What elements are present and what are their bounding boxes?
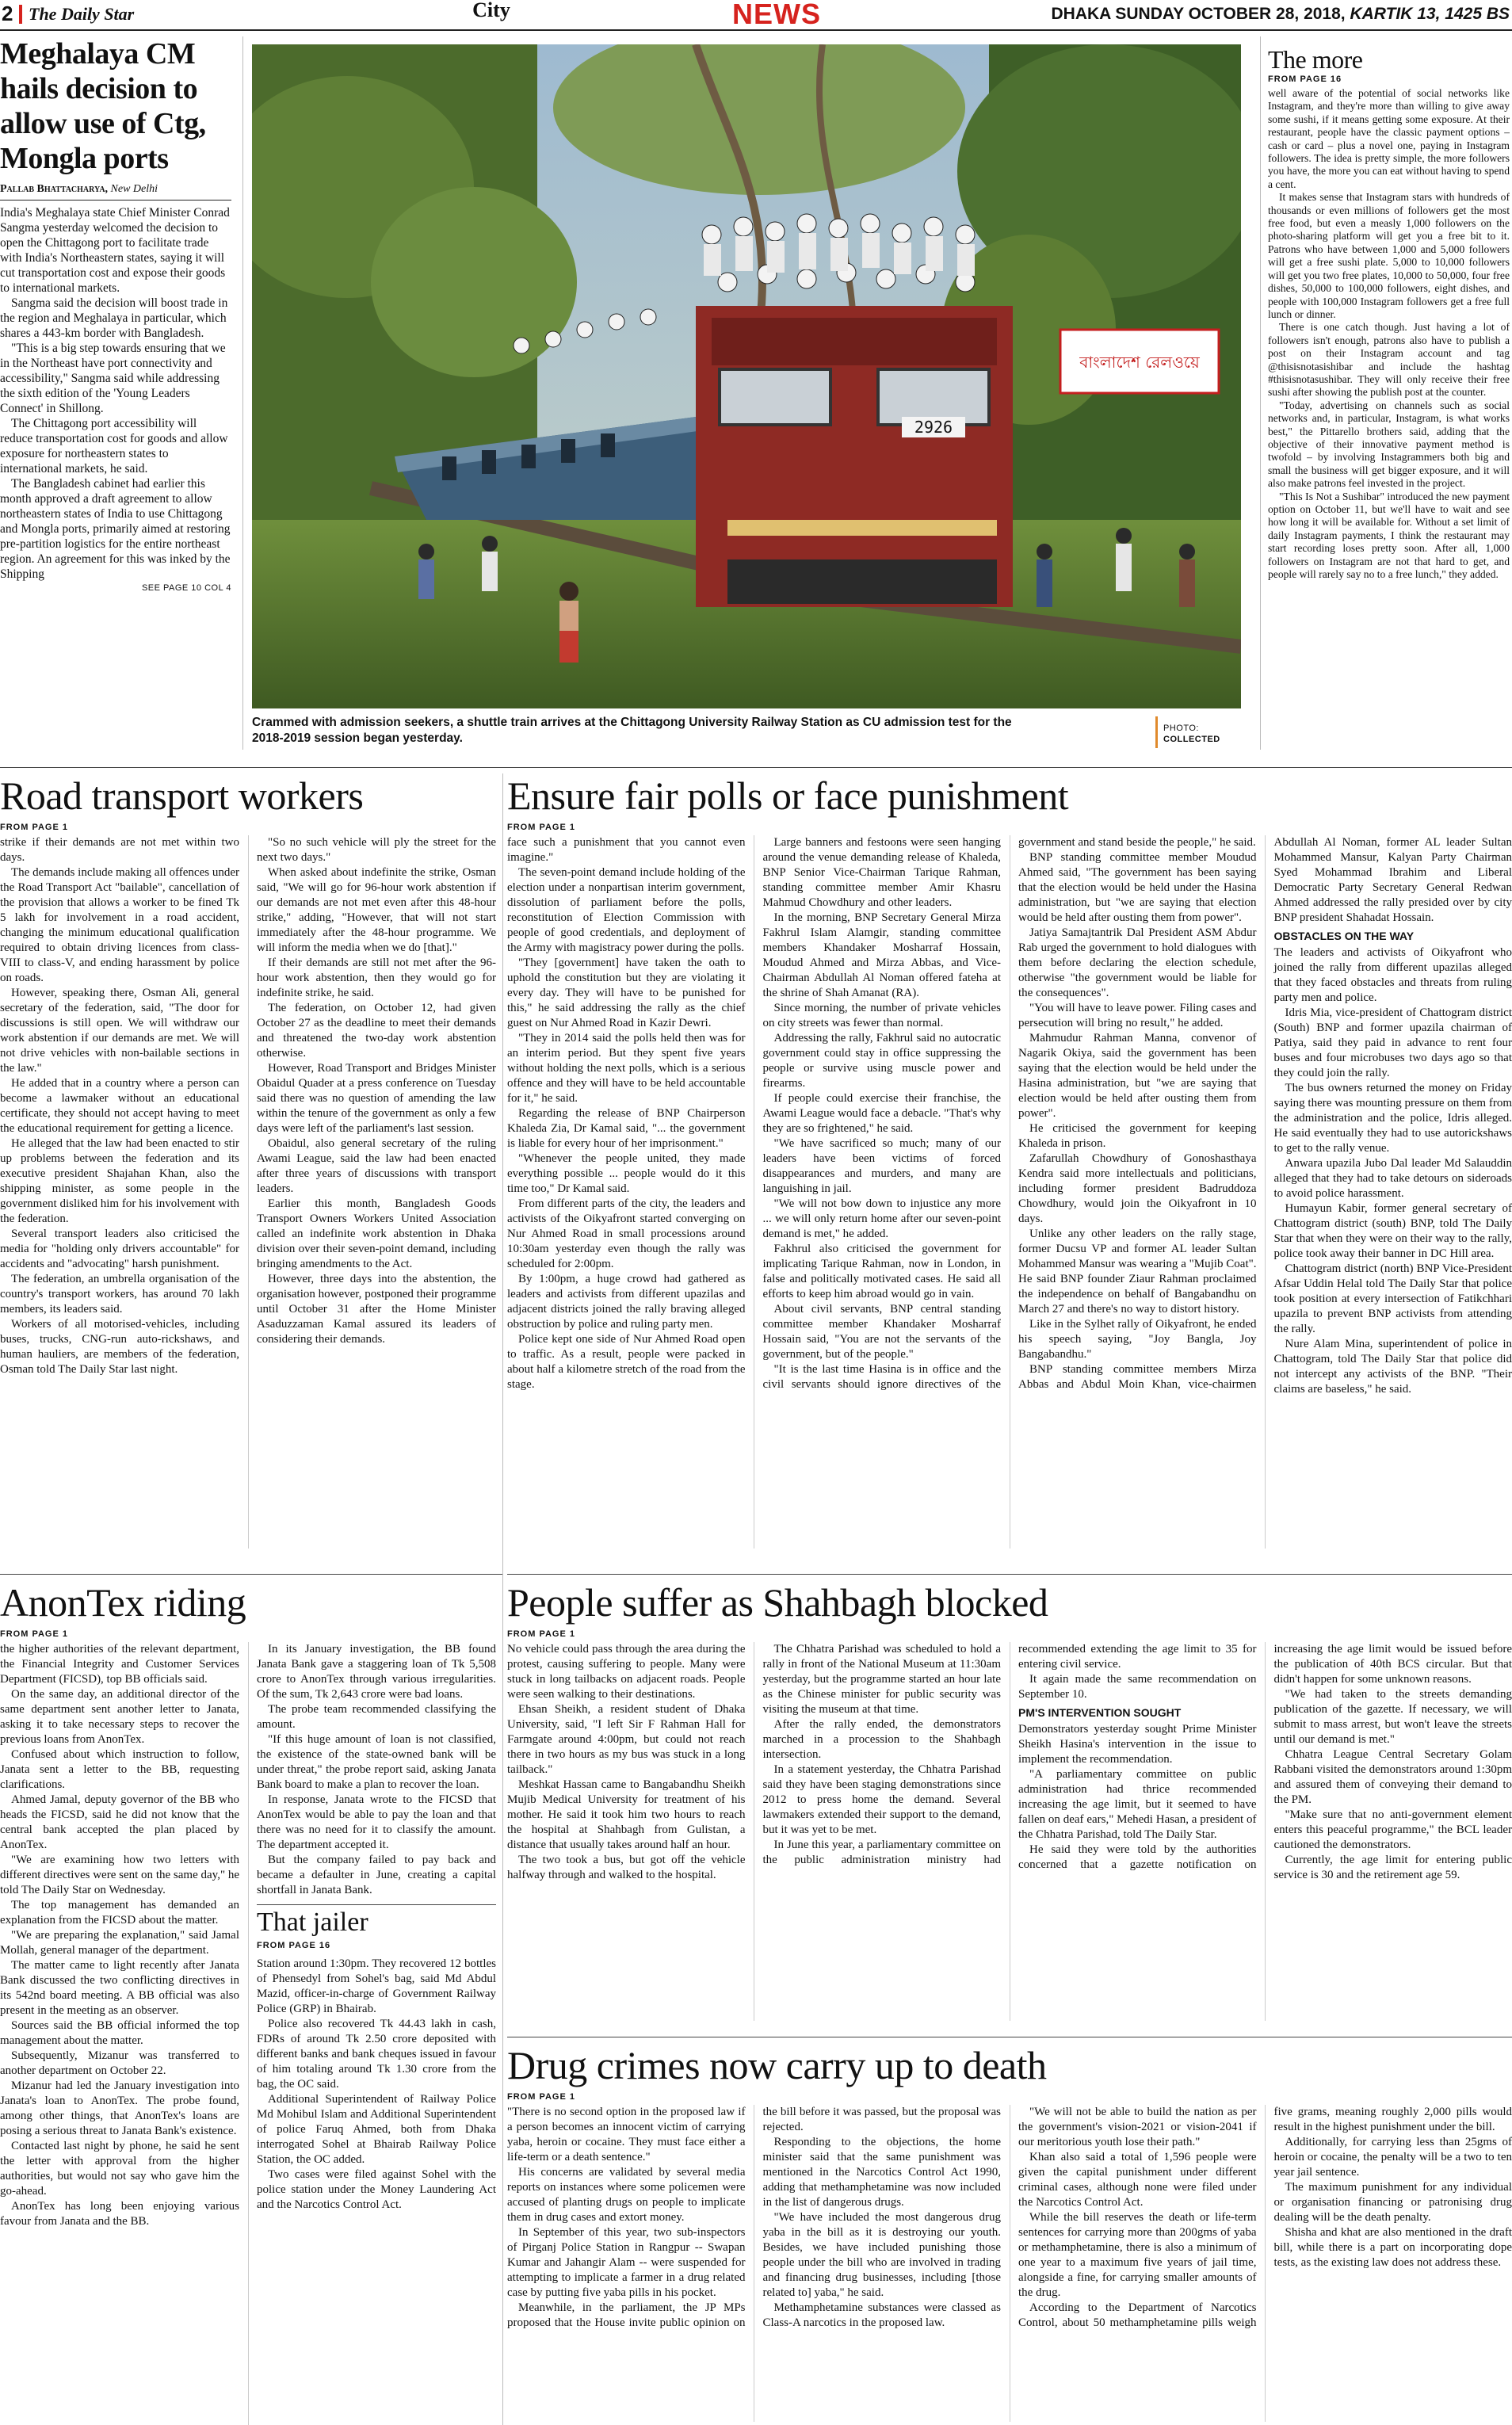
byline-place: New Delhi <box>110 183 158 195</box>
section-rule <box>0 767 1512 768</box>
drug-paragraph: "There is no second option in the proposed law if a person becomes an innocent victim of carrying yaba, heroin or cocaine. They must face either a life-term or a death sentence." <box>507 2106 746 2163</box>
drug-paragraph: Methamphetamine substances were classed as Class-A narcotics in the proposed law. <box>762 2301 1001 2329</box>
polls-body <box>507 835 1512 1549</box>
the-more-paragraph: It makes sense that Instagram stars with hundreds of thousands or even millions of followers get the most free food, but even a measly 1,000 followers on the photo-sharing platform will get you a free bit to it. Patrons who have between 1,000 and 5,000 followers will get a free sushi plate. 5,000 to 10,000 followers will get you two free plates, 10,000 to 50,000, four free dishes, 50,000 to 100,000 followers, eight dishes, and people with 100,000 Instagram followers get a free full lunch or dinner. <box>1268 191 1510 320</box>
jailer-story <box>257 1904 496 2213</box>
shahbagh-body <box>507 1642 1512 2021</box>
the-more-from: FROM PAGE 16 <box>1268 74 1342 84</box>
polls-paragraph: The seven-point demand include holding of the election under a nonpartisan interim government, dissolution of parliament before the polls, reconstitution of Election Commission with people of good credentials, and deployment of the Army with magistracy power during the polls. <box>507 866 746 954</box>
credit-source: COLLECTED <box>1163 735 1220 744</box>
polls-paragraph: Regarding the release of BNP Chairperson Khaleda Zia, Dr Kamal said, "... the government is liable for every hour of her imprisonment." <box>507 1107 746 1150</box>
the-more-paragraph: There is one catch though. Just having a lot of followers isn't enough, patrons also have to publish a post on their Instagram account and tag @thisisnotasishibar and include the hashtag #thisisnotasushibar. They will only receive their free sushi after showing the publish post at the counter. <box>1268 321 1510 399</box>
column-rule <box>242 36 243 750</box>
polls-paragraph: Nure Alam Mina, superintendent of police in Chattogram, told The Daily Star that police did not intercept any activists of the BNP. "Their claims are baseless," he said. <box>1273 1338 1512 1396</box>
anontex-paragraph: Subsequently, Mizanur was transferred to another department on October 22. <box>0 2049 239 2077</box>
anontex-paragraph: "We are preparing the explanation," said Jamal Mollah, general manager of the department. <box>0 1929 239 1957</box>
polls-paragraph: Large banners and festoons were seen hanging around the venue demanding release of Khaleda, BNP Senior Vice-Chairman Tarique Rahman, standing committee member Amir Khasru Mahmud Chowdhury and other leaders. <box>762 836 1001 909</box>
shahbagh-paragraph: "Make sure that no anti-government element enters this peaceful programme," the BCL leader cautioned the demonstrators. <box>1273 1808 1512 1851</box>
polls-paragraph: "They in 2014 said the polls held then was for an interim period. But they spent five years without holding the next polls, which is a serious offence and they will have to be held accountable for it," he said. <box>507 1032 746 1105</box>
shahbagh-paragraph: In June this year, a parliamentary committee on the public administration ministry had recommended extending the age limit to 35 for entering civil service. <box>762 1643 1257 1866</box>
polls-paragraph: If people could exercise their franchise, the Awami League would face a debacle. "That's why they are so frightened," he said. <box>762 1092 1001 1135</box>
road-paragraph: Several transport leaders also criticised the media for "holding only drivers accountable" for accidents and "advocating" harsh punishment. <box>0 1228 239 1270</box>
polls-paragraph: Like in the Sylhet rally of Oikyafront, he ended his speech saying, "Joy Bangla, Joy Bangabandhu." <box>1018 1318 1257 1361</box>
photo-caption: Crammed with admission seekers, a shuttle train arrives at the Chittagong University Railway Station as CU admission test for the 2018-2019 session began yesterday. <box>252 716 1012 745</box>
anontex-paragraph: Sources said the BB official informed the top management about the matter. <box>0 2019 239 2047</box>
road-paragraph: The federation, an umbrella organisation of the country's transport workers, has around 70 lakh members, its leaders said. <box>0 1273 239 1316</box>
lead-body <box>0 205 231 582</box>
the-more-paragraph: well aware of the potential of social networks like Instagram, and they're more than willing to give away some sushi, if it means getting some exposure. At their restaurant, people have the classic payment options – cash or card – plus a novel one, paying in Instagram followers. The idea is pretty simple, the more followers you have, the more you can eat without having to spend a cent. <box>1268 87 1510 190</box>
polls-paragraph: He criticised the government for keeping Khaleda in prison. <box>1018 1122 1257 1150</box>
drug-paragraph: "We will not be able to build the nation as per the government's vision-2021 or vision-2041 if our meritorious youth lose their path." <box>1018 2106 1257 2148</box>
jailer-paragraph: Police also recovered Tk 44.43 lakh in cash, FDRs of around Tk 2.50 crore deposited with different banks and bank cheques issued in favour of him totaling around Tk 1.30 crore from the bag, the OC said. <box>257 2018 496 2091</box>
polls-paragraph: BNP standing committee members Mirza Abbas and Abdul Moin Khan, vice-chairmen Abdullah Al Noman, former AL leader Sultan Mohammed Mansur, Kalyan Party Chairman Syed Mohammad Ibrahim and Liberal Democratic Party Secretary General Redwan Ahmed addressed the rally presided over by city BNP president Shahadat Hossain. <box>1018 836 1512 1391</box>
polls-paragraph: Zafarullah Chowdhury of Gonoshasthaya Kendra said more intellectuals and politicians, including former president Badruddoza Chowdhury, would join the Oikyafront in 10 days. <box>1018 1152 1257 1225</box>
shahbagh-paragraph: "A parliamentary committee on public administration had thrice recommended increasing the age limit, but it seemed to have fallen on deaf ears," Mehedi Hasan, a president of the Chhatra Parishad, told The Daily Star. <box>1018 1768 1257 1841</box>
shahbagh-paragraph: Chhatra League Central Secretary Golam Rabbani visited the demonstrators around 1:30pm and assured them of conveying their demand to the PM. <box>1273 1748 1512 1806</box>
road-paragraph: Earlier this month, Bangladesh Goods Transport Owners Workers United Association called an indefinite work abstention in Dhaka division over their seven-point demand, including bringing amendments to the Act. <box>257 1197 496 1270</box>
polls-paragraph: face such a punishment that you cannot even imagine." <box>507 836 746 864</box>
lead-story <box>0 36 231 750</box>
banner-text: বাংলাদেশ রেলওয়ে <box>1079 353 1200 372</box>
drug-paragraph: Additionally, for carrying less than 25gms of heroin or cocaine, the penalty will be a two to ten year jail sentence. <box>1273 2136 1512 2179</box>
anontex-paragraph: "We are examining how two letters with different directives were sent on the same day," he told The Daily Star on Wednesday. <box>0 1854 239 1896</box>
jailer-paragraph: Additional Superintendent of Railway Police Md Mohibul Islam and Additional Superintendent of police Faruq Ahmed, both from Dhaka interrogated Sohel at Bhairab Railway Police Station, the OC added. <box>257 2093 496 2166</box>
anontex-paragraph: The matter came to light recently after Janata Bank discussed the two conflicting directives in its 542nd board meeting. A BB official was also present in the meeting as an observer. <box>0 1959 239 2017</box>
credit-label: PHOTO: <box>1163 724 1199 733</box>
shahbagh-paragraph: Currently, the age limit for entering public service is 30 and the retirement age 59. <box>1273 1854 1512 1881</box>
road-body <box>0 835 496 1549</box>
shahbagh-paragraph: It again made the same recommendation on September 10. <box>1018 1673 1257 1701</box>
lead-paragraph: The Bangladesh cabinet had earlier this month approved a draft agreement to allow northeastern states of India to use Chittagong and Mongla ports, primarily aimed at restoring pre-partition logistics for the entire northeast region. An agreement for this was inked by the Shipping <box>0 477 231 581</box>
polls-paragraph: In the morning, BNP Secretary General Mirza Fakhrul Islam Alamgir, standing committee members Khandaker Mosharraf Hossain, Moudud Ahmed and Mirza Abbas, and Vice-Chairman Abdullah Al Noman offered fateha at the shrine of Shah Amanat (RA). <box>762 911 1001 999</box>
shahbagh-headline: People suffer as Shahbagh blocked <box>507 1580 1048 1625</box>
polls-subhead: OBSTACLES ON THE WAY <box>1273 930 1415 942</box>
paper-name: The Daily Star <box>29 4 135 24</box>
lead-paragraph: "This is a big step towards ensuring that we in the Northeast have port connectivity and accessibility," Sangma said while addressing the sixth edition of the 'Young Leaders Connect' in Shillong. <box>0 342 226 415</box>
drug-body <box>507 2105 1512 2422</box>
shahbagh-paragraph: Demonstrators yesterday sought Prime Minister Sheikh Hasina's intervention in the issue to implement the recommendation. <box>1018 1723 1257 1766</box>
anontex-paragraph: Ahmed Jamal, deputy governor of the BB who heads the FICSD, said he did not know that the central bank accepted the plan placed by AnonTex. <box>0 1793 239 1851</box>
lead-headline: Meghalaya CM hails decision to allow use of Ctg, Mongla ports <box>0 37 206 175</box>
anontex-paragraph: On the same day, an additional director of the same department sent another letter to Janata, asking it to take necessary steps to recover the previous loans from AnonTex. <box>0 1688 239 1746</box>
the-more-paragraph: "This Is Not a Sushibar" introduced the new payment option on October 11, but we'll have to wait and see how long it will be available for. Without a set limit of daily Instagram payments, I think the restaurant may start recording loses pretty soon. After all, 1,000 followers on Instagram are not that hard to get, and people will rarely say no to a free lunch," they added. <box>1268 490 1510 581</box>
the-more-headline: The more <box>1268 45 1363 74</box>
anontex-paragraph: In its January investigation, the BB found Janata Bank gave a staggering loan of Tk 5,508 crore to AnonTex through various irregularities. Of the sum, Tk 2,643 crore were bad loans. <box>257 1643 496 1701</box>
polls-paragraph: "They [government] have taken the oath to uphold the constitution but they are violating it every day. They will have to be punished for this," he said addressing the rally as the chief guest on Nur Ahmed Road in Kazir Dewri. <box>507 957 746 1029</box>
byline-name: Pallab Bhattacharya, <box>0 183 109 195</box>
road-paragraph: "So no such vehicle will ply the street for the next two days." <box>257 836 496 864</box>
drug-paragraph: Responding to the objections, the home minister said that the same punishment was mentioned in the Narcotics Control Act 1990, adding that methamphetamine was now included in the list of dangerous drugs. <box>762 2136 1001 2209</box>
lead-paragraph: The Chittagong port accessibility will reduce transportation cost for goods and allow exposure for northeastern states to international markets, he said. <box>0 417 228 475</box>
polls-paragraph: "You will have to leave power. Filing cases and persecution will bring no result," he added. <box>1018 1002 1257 1029</box>
jailer-from: FROM PAGE 16 <box>257 1941 331 1950</box>
masthead <box>0 0 1512 29</box>
dateline <box>1030 3 1510 25</box>
polls-paragraph: "We will not bow down to injustice any more ... we will only return home after our seven-point demand is met," he added. <box>762 1197 1001 1240</box>
shahbagh-paragraph: No vehicle could pass through the area during the protest, causing suffering to people. Many were stuck in long tailbacks on adjacent roads. People were seen walking to their destinations. <box>507 1643 746 1701</box>
drug-paragraph: His concerns are validated by several media reports on instances where some policemen were accused of planting drugs on people to implicate them in drug cases and extort money. <box>507 2166 746 2224</box>
loco-number: 2926 <box>914 418 953 437</box>
drug-paragraph: Shisha and khat are also mentioned in the draft bill, while there is a part on incorporating dope tests, as the existing law does not address these. <box>1273 2226 1512 2269</box>
polls-headline: Ensure fair polls or face punishment <box>507 773 1069 818</box>
polls-paragraph: Humayun Kabir, former general secretary of Chattogram district (south) BNP, told The Daily Star that when they were on their way to the rally, police took away their banner in DC Hill area. <box>1273 1202 1512 1260</box>
polls-paragraph: The bus owners returned the money on Friday saying there was mounting pressure on them from the administration and the police, Idris alleged. He said eventually they had to use autorickshaws to get to the rally venue. <box>1273 1082 1512 1155</box>
anontex-paragraph: the higher authorities of the relevant department, the Financial Integrity and Customer Services Department (FICSD), top BB officials said. <box>0 1643 239 1686</box>
anontex-paragraph: The probe team recommended classifying the amount. <box>257 1703 496 1731</box>
road-paragraph: Obaidul, also general secretary of the ruling Awami League, said the law had been enacted after three years of discussions with transport leaders. <box>257 1137 496 1195</box>
shahbagh-paragraph: "We had taken to the streets demanding publication of the gazette. If necessary, we will submit to mass arrest, but won't leave the streets until our demand is met." <box>1273 1688 1512 1746</box>
road-paragraph: strike if their demands are not met within two days. <box>0 836 239 864</box>
polls-paragraph: "We have sacrificed so much; many of our leaders have been victims of forced disappearances and murders, and many are languishing in jail. <box>762 1137 1001 1195</box>
road-paragraph: He alleged that the law had been enacted to stir up problems between the federation and its executive president Shajahan Khan, also the shipping minister, as some people in the government disliked him for his involvement with the federation. <box>0 1137 239 1225</box>
anontex-headline: AnonTex riding <box>0 1580 246 1625</box>
polls-paragraph: Jatiya Samajtantrik Dal President ASM Abdur Rab urged the government to hold dialogues with them before declaring the election schedule, otherwise "the government would be liable for the consequences". <box>1018 926 1257 999</box>
section-rule <box>0 1574 502 1575</box>
drug-paragraph: Khan also said a total of 1,596 people were given the capital punishment under different criminal cases, although none were filed under the Narcotics Control Act. <box>1018 2151 1257 2209</box>
anontex-paragraph: Confused about which instruction to follow, Janata sent a letter to the BB, requesting clarifications. <box>0 1748 239 1791</box>
road-paragraph: He added that in a country where a person can become a lawmaker without an educational certificate, they should not accept having to meet the educational requirement for getting a licence. <box>0 1077 239 1135</box>
polls-paragraph: Addressing the rally, Fakhrul said no autocratic government could stay in office suppressing the people or survive using muscle power and firearms. <box>762 1032 1001 1090</box>
polls-paragraph: Since morning, the number of private vehicles on city streets was fewer than normal. <box>762 1002 1001 1029</box>
road-paragraph: However, three days into the abstention, the organisation however, postponed their programme until October 31 after the Home Minister Asaduzzaman Kamal assured its leaders of considering their demands. <box>257 1273 496 1346</box>
anontex-body <box>0 1642 496 2425</box>
drug-paragraph: According to the Department of Narcotics Control, about 50 methamphetamine pills weigh five grams, meaning roughly 2,000 pills would result in the highest punishment under the bill. <box>1018 2106 1512 2329</box>
polls-paragraph: About civil servants, BNP central standing committee member Khandaker Mosharraf Hossain said, "You are not the servants of the government, but of the people." <box>762 1303 1001 1361</box>
jailer-paragraph: Station around 1:30pm. They recovered 12 bottles of Phensedyl from Sohel's bag, said Md Abdul Mazid, officer-in-charge of Government Railway Police (GRP) in Bhairab. <box>257 1957 496 2015</box>
anontex-paragraph: But the company failed to pay back and became a defaulter in June, creating a capital shortfall in Janata Bank. <box>257 1854 496 1896</box>
shahbagh-paragraph: In a statement yesterday, the Chhatra Parishad said they have been staging demonstrations since 2012 to press home the demand. Several lawmakers extended their support to the demand, but it was yet to be met. <box>762 1763 1001 1836</box>
dateline-bengali: KARTIK 13, 1425 BS <box>1350 5 1510 23</box>
lead-paragraph: Sangma said the decision will boost trade in the region and Meghalaya in particular, which shares a 443-km border with Bangladesh. <box>0 296 228 340</box>
rail-banner <box>1060 330 1219 393</box>
column-rule <box>502 773 503 2425</box>
road-paragraph: The demands include making all offences under the Road Transport Act "bailable", cancellation of the provision that allows a worker to be fined Tk 5 lakh for involvement in a road accident, changing the minimum educational qualification required to obtain driving licences from class-VIII to class-V, and ending harassment by police on roads. <box>0 866 239 984</box>
dateline-main: DHAKA SUNDAY OCTOBER 28, 2018, <box>1051 5 1346 23</box>
drug-paragraph: The maximum punishment for any individual or organisation financing or patronising drug dealing will be the death penalty. <box>1273 2181 1512 2224</box>
anontex-paragraph: Mizanur had led the January investigation into Janata's loan to AnonTex. The probe found, among other things, that AnonTex's loans are posing a serious threat to Janata Bank's existence. <box>0 2079 239 2137</box>
polls-paragraph: BNP standing committee member Moudud Ahmed said, "The government has been saying that the election would be held under the Hasina administration, but "we are saying that election would be held after ousting them from power". <box>1018 851 1257 924</box>
drug-paragraph: "We have included the most dangerous drug yaba in the bill as it is destroying our youth. Besides, we have included punishing those people under the bill who are involved in trading and financing drug businesses, including [those related to] yaba," he said. <box>762 2211 1001 2299</box>
column-rule <box>1260 36 1261 750</box>
anontex-paragraph: In response, Janata wrote to the FICSD that AnonTex would be able to pay the loan and that there was no need for it to classify the amount. The department accepted it. <box>257 1793 496 1851</box>
caption-accent <box>1155 716 1158 748</box>
photo-block <box>252 44 1241 758</box>
photo-credit <box>1163 723 1235 751</box>
anontex-paragraph: "If this huge amount of loan is not classified, the existence of the state-owned bank will be under threat," the probe report said, asking Janata Bank board to make a plan to recover the loan. <box>257 1733 496 1791</box>
polls-paragraph: The leaders and activists of Oikyafront who joined the rally from different upazilas alleged that they faced obstacles and threats from ruling party men and police. <box>1273 946 1512 1004</box>
section-banner: NEWS <box>732 0 821 29</box>
shahbagh-paragraph: Ehsan Sheikh, a resident student of Dhaka University, said, "I left Sir F Rahman Hall for Farmgate around 4:00pm, but could not reach there in two hours as my bus was stuck in a long tailback." <box>507 1703 746 1776</box>
road-paragraph: If their demands are still not met after the 96-hour work abstention, then they would go for indefinite strike, he said. <box>257 957 496 999</box>
polls-paragraph: "It is the last time Hasina is in office and the civil servants should ignore directives of the government and stand beside the people," he said. <box>762 836 1256 1391</box>
road-paragraph: When asked about indefinite the strike, Osman said, "We will go for 96-hour work abstention if our demands are not met even after this 48-hour strike," adding, "However, that will not start immediately after the 48-hour programme. We will inform the media when we do [that]." <box>257 866 496 954</box>
train-photo <box>252 44 1241 708</box>
anontex-from: FROM PAGE 1 <box>0 1629 68 1639</box>
polls-paragraph: Fakhrul also criticised the government for implicating Tarique Rahman, now in London, in false and politically motivated cases. He said all efforts to keep him abroad would go in vain. <box>762 1243 1001 1300</box>
drug-headline: Drug crimes now carry up to death <box>507 2043 1047 2087</box>
polls-paragraph: "Whenever the people united, they made everything possible ... people would do it this time too," Dr Kamal said. <box>507 1152 746 1195</box>
road-story <box>0 773 496 1566</box>
road-from: FROM PAGE 1 <box>0 823 68 832</box>
road-paragraph: Workers of all motorised-vehicles, including buses, trucks, CNG-run auto-rickshaws, and human hauliers, are members of the federation, Osman told The Daily Star last night. <box>0 1318 239 1376</box>
the-more-body <box>1268 87 1510 581</box>
shahbagh-story <box>507 1580 1512 2024</box>
polls-paragraph: Mahmudur Rahman Manna, convenor of Nagarik Okiya, said the government has been saying that the election would be held under the Hasina administration, but "we are saying that election would be held after ousting them from power". <box>1018 1032 1257 1120</box>
shahbagh-subhead: PM'S INTERVENTION SOUGHT <box>1018 1706 1182 1719</box>
locomotive <box>696 306 1013 607</box>
shahbagh-paragraph: After the rally ended, the demonstrators marched in a procession to the Shahbagh intersection. <box>762 1718 1001 1761</box>
shahbagh-paragraph: The Chhatra Parishad was scheduled to hold a rally in front of the National Museum at 11:30am yesterday, but the programme started an hour late as the Chinese minister for public security was visiting the museum at that time. <box>762 1643 1001 1716</box>
lead-byline <box>0 182 231 197</box>
the-more-story <box>1268 44 1510 750</box>
anontex-paragraph: Contacted last night by phone, he said he sent the letter with approval from the higher authorities, but would not say who gave him the go-ahead. <box>0 2140 239 2198</box>
drug-paragraph: Meanwhile, in the parliament, the JP MPs proposed that the House invite public opinion on the bill before it was passed, but the proposal was rejected. <box>507 2106 1001 2329</box>
anontex-story <box>0 1580 496 2425</box>
polls-story <box>507 773 1512 1566</box>
road-paragraph: The federation, on October 12, had given October 27 as the deadline to meet their demands and threatened the two-day work abstention otherwise. <box>257 1002 496 1060</box>
page-number: 2 <box>2 2 13 25</box>
drug-from: FROM PAGE 1 <box>507 2092 575 2102</box>
polls-paragraph: Police kept one side of Nur Ahmed Road open to traffic. As a result, people were packed in about half a kilometre stretch of the road from the stage. <box>507 1333 746 1391</box>
road-paragraph: However, speaking there, Osman Ali, general secretary of the federation, said, "The door for discussions is still open. We will withdraw our work abstention if our demands are met. We will not drive vehicles with non-bailable sections in the law." <box>0 987 239 1075</box>
crowd-bodies <box>704 233 975 276</box>
the-more-paragraph: "Today, advertising on channels such as social networks and, in particular, Instagram, is what works best," the Pittarello brothers said, adding that the objective of their innovative payment method is twofold – by involving Instagrammers both big and small the business will get bigger exposure, and it will also make patrons feel invested in the project. <box>1268 399 1510 490</box>
lead-jump[interactable]: SEE PAGE 10 COL 4 <box>141 583 231 593</box>
lead-paragraph: India's Meghalaya state Chief Minister Conrad Sangma yesterday welcomed the decision to open the Chittagong port to facilitate trade with India's Northeastern states, saying it will cut transportation cost and expose their goods to international markets. <box>0 206 230 295</box>
jailer-paragraph: Two cases were filed against Sohel with the police station under the Money Laundering Act and the Narcotics Control Act. <box>257 2168 496 2211</box>
drug-paragraph: While the bill reserves the death or life-term sentences for carrying more than 200gms of yaba or methamphetamine, there is also a minimum of one year to a maximum five years of jail time, alongside a fine, for carrying smaller amounts of the drug. <box>1018 2211 1257 2299</box>
shahbagh-paragraph: The two took a bus, but got off the vehicle halfway through and walked to the hospital. <box>507 1854 746 1881</box>
polls-paragraph: Anwara upazila Jubo Dal leader Md Salauddin alleged that they had to take detours on sideroads to avoid police harassment. <box>1273 1157 1512 1200</box>
shahbagh-paragraph: Meshkat Hassan came to Bangabandhu Sheikh Mujib Medical University for treatment of his mother. He said it took him two hours to reach the hospital at Shahbagh from Gulistan, a distance that usually takes around half an hour. <box>507 1778 746 1851</box>
road-headline: Road transport workers <box>0 773 364 818</box>
polls-paragraph: From different parts of the city, the leaders and activists of the Oikyafront started converging on Nur Ahmed Road in small processions around 10:30am yesterday even though the rally was scheduled for 2:00pm. <box>507 1197 746 1270</box>
shahbagh-paragraph: He said they were told by the authorities concerned that a gazette notification on increasing the age limit would be issued before the publication of 40th BCS circular. But that didn't happen for some unknown reasons. <box>1018 1643 1512 1871</box>
section-label: City <box>472 0 510 21</box>
anontex-paragraph: The top management has demanded an explanation from the FICSD about the matter. <box>0 1899 239 1927</box>
shahbagh-from: FROM PAGE 1 <box>507 1629 575 1639</box>
jailer-headline: That jailer <box>257 1908 368 1937</box>
road-paragraph: However, Road Transport and Bridges Minister Obaidul Quader at a press conference on Tuesday said there was no question of amending the law within the tenure of the government as only a few days were left of the parliament's last session. <box>257 1062 496 1135</box>
polls-from: FROM PAGE 1 <box>507 823 575 832</box>
drug-paragraph: In September of this year, two sub-inspectors of Pirganj Police Station in Rangpur -- Swapan Kumar and Jahangir Alam -- were suspended for attempting to implicate a farmer in a drug related case by putting five yaba pills in his pocket. <box>507 2226 746 2299</box>
polls-paragraph: Chattogram district (north) BNP Vice-President Afsar Uddin Helal told The Daily Star that police took position at every intersection of Fatikchhari upazila to prevent BNP activists from attending the rally. <box>1273 1262 1512 1335</box>
anontex-paragraph: AnonTex has long been enjoying various favour from Janata and the BB. <box>0 2200 239 2228</box>
masthead-bar <box>19 5 22 24</box>
polls-paragraph: Unlike any other leaders on the rally stage, former Ducsu VP and former AL leader Sultan Mohammed Mansur was wearing a "Mujib Coat". He said BNP founder Ziaur Rahman proclaimed the independence on behalf of Bangabandhu on March 27 and there's no way to distort history. <box>1018 1228 1257 1316</box>
polls-paragraph: By 1:00pm, a huge crowd had gathered as leaders and activists from different upazilas and adjacent districts joined the rally braving alleged obstruction by police and ruling party men. <box>507 1273 746 1331</box>
masthead-rule <box>0 29 1512 31</box>
section-rule <box>507 1574 1512 1575</box>
polls-paragraph: Idris Mia, vice-president of Chattogram district (South) BNP and former upazila chairman of Patiya, said they paid in advance to rent four buses and four microbuses two days ago so that they could join the rally. <box>1273 1006 1512 1079</box>
drug-story <box>507 2043 1512 2425</box>
